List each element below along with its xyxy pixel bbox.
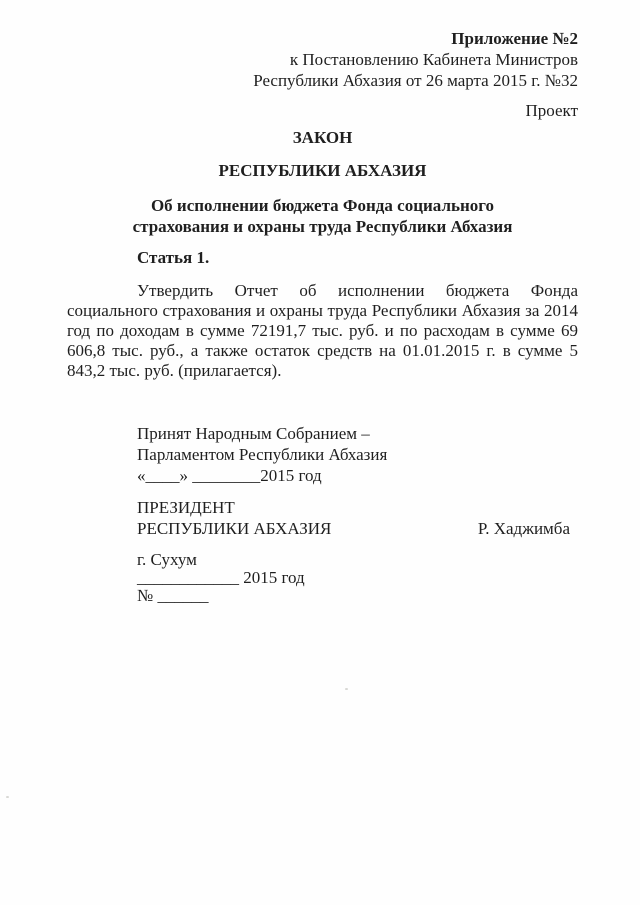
scan-speck	[6, 796, 9, 798]
city-line: г. Сухум	[137, 550, 197, 569]
resolution-reference-line2: Республики Абхазия от 26 марта 2015 г. №32	[253, 71, 578, 90]
appendix-header	[67, 28, 578, 91]
resolution-reference-line1: к Постановлению Кабинета Министров	[289, 50, 578, 69]
adoption-date-blank-line: «____» ________2015 год	[137, 466, 322, 485]
president-title-line1: ПРЕЗИДЕНТ	[137, 498, 235, 517]
article-heading: Статья 1.	[137, 248, 210, 267]
appendix-label: Приложение №2	[451, 29, 578, 48]
adoption-line1: Принят Народным Собранием –	[137, 424, 370, 443]
adoption-line2: Парламентом Республики Абхазия	[137, 445, 388, 464]
president-title-line2: РЕСПУБЛИКИ АБХАЗИЯ	[137, 519, 332, 538]
adoption-block	[137, 423, 578, 486]
number-blank-line: № ______	[137, 586, 209, 605]
president-name: Р. Хаджимба	[477, 519, 570, 538]
date-blank-line: ____________ 2015 год	[137, 568, 305, 587]
law-subject-line1: Об исполнении бюджета Фонда социального	[150, 196, 495, 215]
law-heading: ЗАКОН	[292, 128, 353, 147]
signature-row	[137, 497, 570, 539]
law-subject-line2: страхования и охраны труда Республики Абхазия	[132, 217, 513, 236]
president-title	[137, 497, 331, 539]
republic-heading: РЕСПУБЛИКИ АБХАЗИЯ	[218, 161, 427, 180]
law-subject	[67, 195, 578, 237]
footer-block	[137, 551, 578, 605]
draft-label: Проект	[525, 101, 578, 120]
scan-speck	[345, 688, 348, 690]
article-body: Утвердить Отчет об исполнении бюджета Фонда социального страхования и охраны труда Республики Абхазия за 2014 год по доходам в сумме 72191,7 тыс. руб. и по расходам в сумме 69 606,8 тыс. руб., а также остаток средств на 01.01.2015 г. в сумме 5 843,2 тыс. руб. (прилагается).	[67, 281, 578, 380]
